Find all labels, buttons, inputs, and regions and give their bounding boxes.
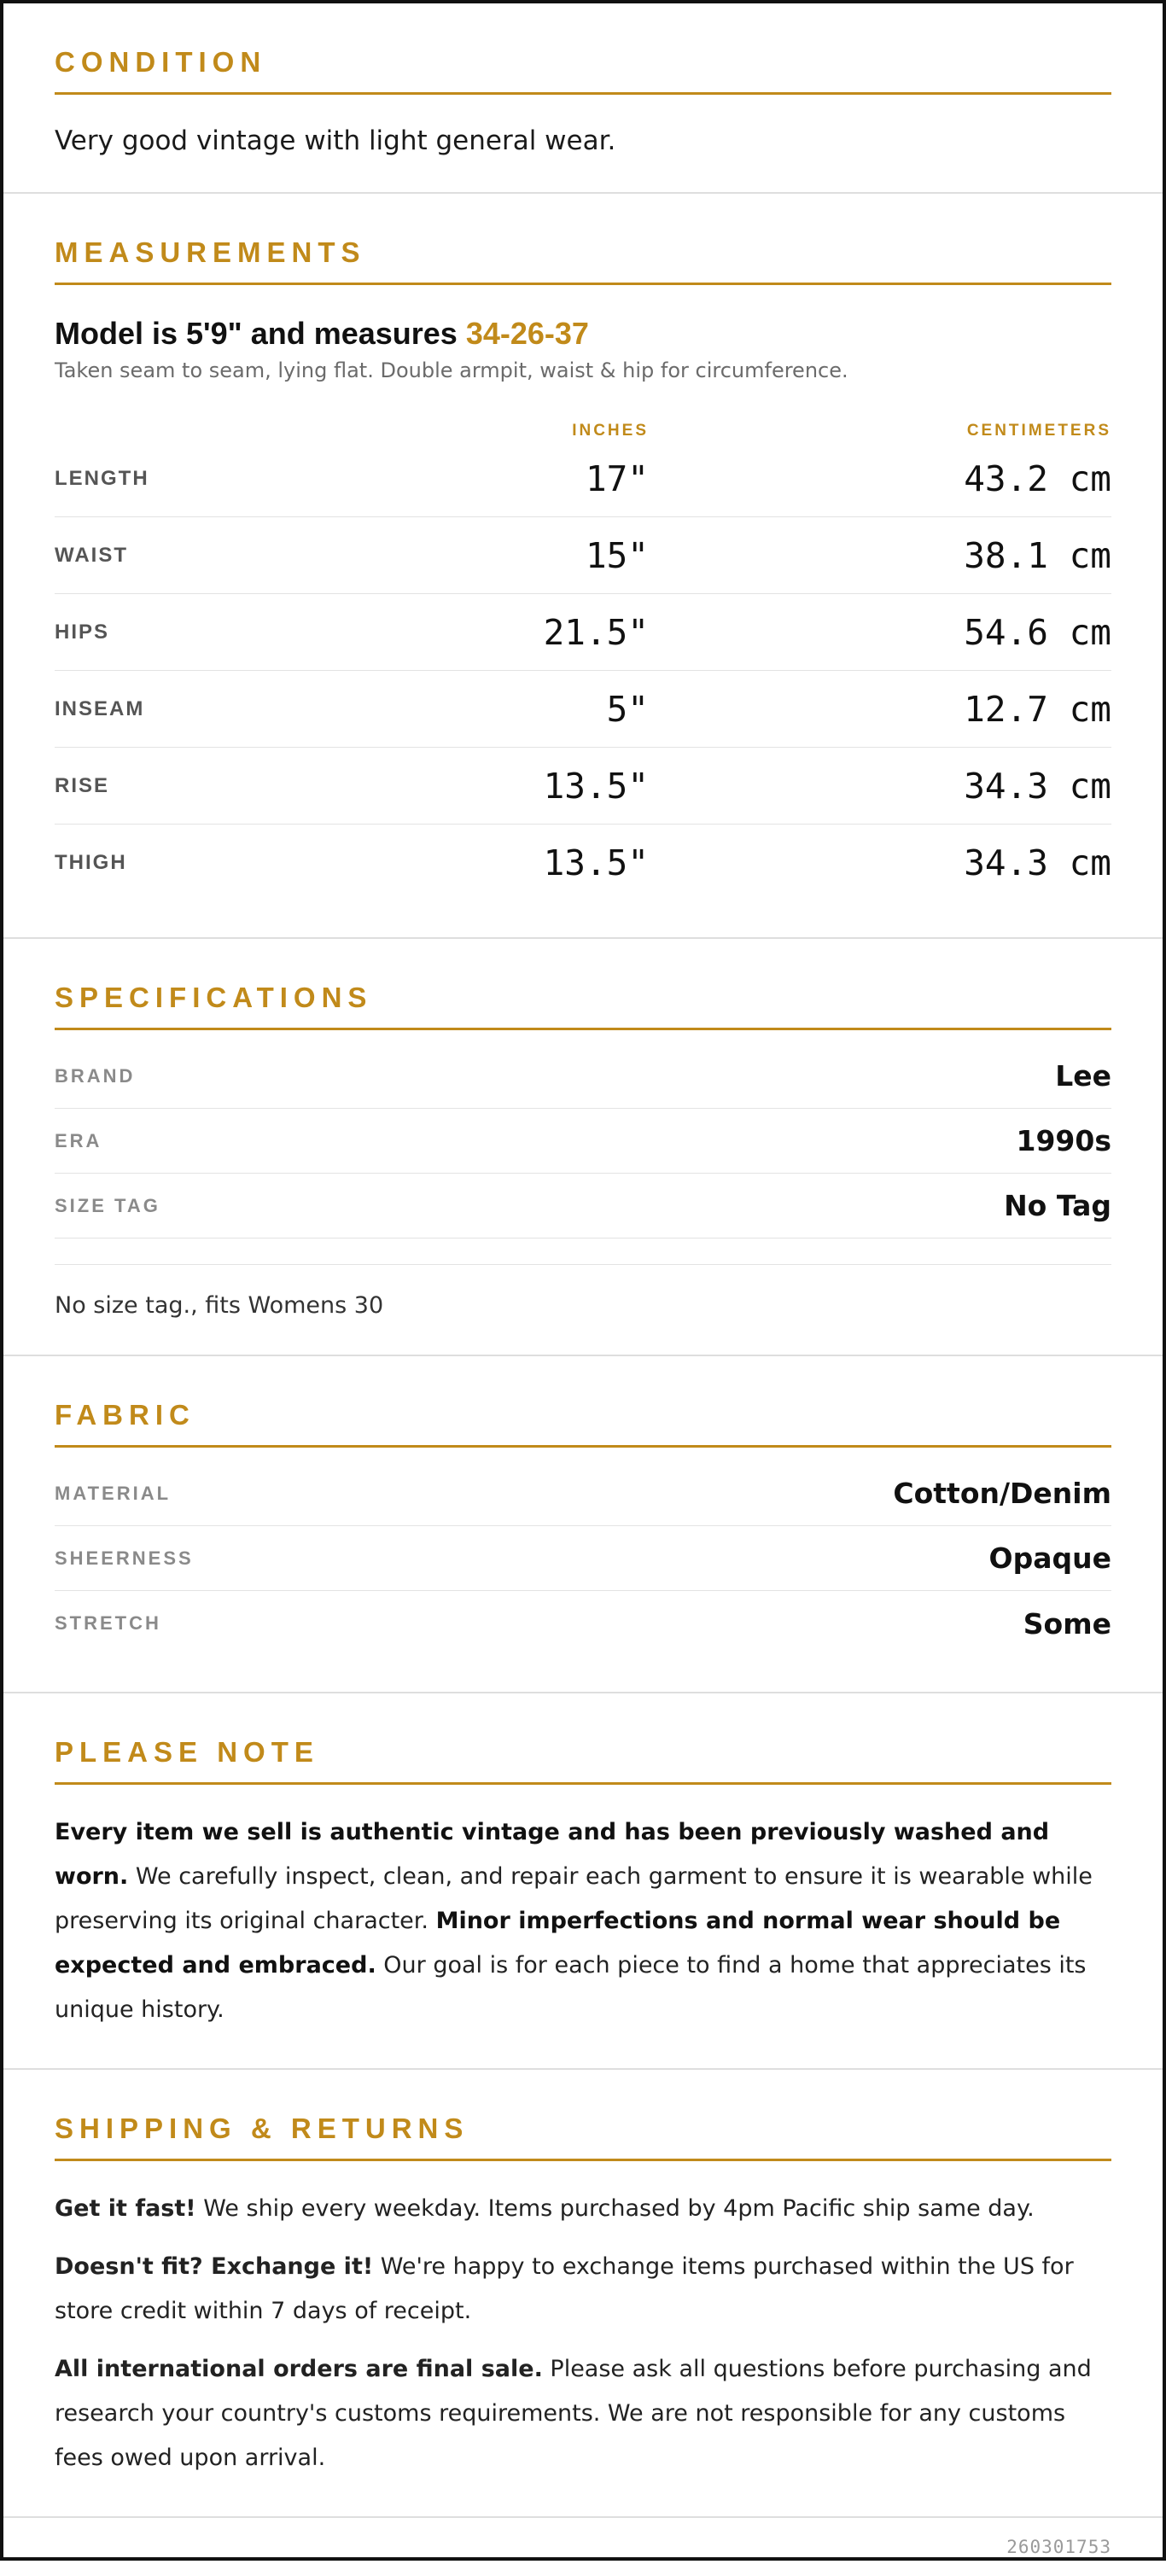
- measurement-inches: 13.5": [543, 842, 649, 883]
- measurement-row-thigh: [55, 825, 1111, 901]
- centimeters-column-header: CENTIMETERS: [966, 422, 1111, 440]
- measurement-inches: 13.5": [543, 765, 649, 807]
- fabric-heading: FABRIC: [55, 1399, 1111, 1448]
- shipping-text: We're happy to exchange items purchased within the US for store credit within 7 days of receipt.: [55, 2253, 1074, 2324]
- condition-text: Very good vintage with light general wear.: [55, 125, 616, 156]
- fabric-label: STRETCH: [55, 1612, 161, 1634]
- shipping-section: [3, 2070, 1163, 2518]
- measurements-heading: MEASUREMENTS: [55, 236, 1111, 285]
- measurements-section: [3, 194, 1163, 939]
- spec-value: No Tag: [1004, 1189, 1111, 1222]
- fabric-label: SHEERNESS: [55, 1547, 194, 1569]
- shipping-paragraph-exchange: [55, 2245, 1111, 2334]
- specifications-list: [55, 1044, 1111, 1238]
- condition-section: [3, 3, 1163, 194]
- measurement-cm: 38.1 cm: [964, 534, 1111, 576]
- fabric-row-material: [55, 1461, 1111, 1526]
- spec-label: ERA: [55, 1129, 102, 1151]
- product-code-footer: [3, 2518, 1163, 2576]
- measurement-table-header: [55, 406, 1111, 440]
- note-text-1: We carefully inspect, clean, and repair each garment to ensure it is wearable while preserving its original character.: [55, 1863, 1093, 1934]
- fabric-row-sheerness: [55, 1526, 1111, 1591]
- shipping-paragraph-fast: [55, 2187, 1111, 2231]
- measurement-label: RISE: [55, 773, 110, 797]
- measurement-cm: 54.6 cm: [964, 611, 1111, 653]
- fabric-section: [3, 1356, 1163, 1693]
- measurement-note: Taken seam to seam, lying flat. Double armpit, waist & hip for circumference.: [55, 358, 848, 382]
- fabric-row-stretch: [55, 1591, 1111, 1656]
- measurement-inches: 21.5": [543, 611, 649, 653]
- fabric-value: Opaque: [988, 1542, 1111, 1575]
- measurement-label: LENGTH: [55, 466, 149, 490]
- measurement-inches: 15": [585, 534, 649, 576]
- measurement-row-waist: [55, 517, 1111, 594]
- spec-value: Lee: [1055, 1059, 1111, 1093]
- please-note-paragraph: [55, 1810, 1111, 2032]
- condition-heading: CONDITION: [55, 46, 1111, 95]
- shipping-bold: Doesn't fit? Exchange it!: [55, 2253, 374, 2280]
- spec-row-era: [55, 1109, 1111, 1174]
- note-text-2: Our goal is for each piece to find a home that appreciates its unique history.: [55, 1952, 1087, 2023]
- shipping-text: Please ask all questions before purchasing and research your country's customs requirements. We are not responsible for any customs fees owed upon arrival.: [55, 2356, 1092, 2471]
- size-note: No size tag., fits Womens 30: [55, 1292, 384, 1319]
- model-measure-line: [55, 316, 1111, 352]
- fabric-list: [55, 1461, 1111, 1656]
- please-note-heading: PLEASE NOTE: [55, 1736, 1111, 1785]
- measurement-label: THIGH: [55, 851, 127, 874]
- measurement-cm: 43.2 cm: [964, 458, 1111, 499]
- measurement-cm: 34.3 cm: [964, 842, 1111, 883]
- spec-label: BRAND: [55, 1064, 136, 1087]
- shipping-bold: Get it fast!: [55, 2195, 196, 2222]
- fabric-value: Cotton/Denim: [893, 1477, 1111, 1510]
- fabric-value: Some: [1023, 1606, 1111, 1641]
- spec-divider: [55, 1264, 1111, 1265]
- shipping-bold: All international orders are final sale.: [55, 2356, 543, 2382]
- measurement-label: HIPS: [55, 620, 110, 644]
- spec-label: SIZE TAG: [55, 1194, 160, 1216]
- measurement-inches: 5": [606, 688, 649, 730]
- measurement-row-hips: [55, 594, 1111, 671]
- measurement-label: INSEAM: [55, 696, 145, 720]
- measurement-table: [55, 406, 1111, 901]
- measurement-cm: 34.3 cm: [964, 765, 1111, 807]
- spec-value: 1990s: [1016, 1124, 1111, 1157]
- fabric-label: MATERIAL: [55, 1482, 172, 1504]
- measurement-cm: 12.7 cm: [964, 688, 1111, 730]
- shipping-paragraph-international: [55, 2347, 1111, 2480]
- product-code: 260301753: [1006, 2537, 1111, 2557]
- note-bold-2: Minor imperfections and normal wear should be expected and embraced.: [55, 1908, 1061, 1979]
- inches-column-header: INCHES: [572, 422, 649, 440]
- model-measure-value: 34-26-37: [465, 316, 589, 351]
- shipping-text: We ship every weekday. Items purchased by 4pm Pacific ship same day.: [195, 2195, 1035, 2222]
- please-note-section: [3, 1693, 1163, 2070]
- measurement-row-inseam: [55, 671, 1111, 748]
- measurement-inches: 17": [585, 458, 649, 499]
- specifications-section: [3, 939, 1163, 1356]
- measurement-label: WAIST: [55, 543, 128, 567]
- spec-row-size-tag: [55, 1174, 1111, 1238]
- note-bold-1: Every item we sell is authentic vintage and has been previously washed and worn.: [55, 1819, 1050, 1890]
- shipping-heading: SHIPPING & RETURNS: [55, 2113, 1111, 2161]
- spec-row-brand: [55, 1044, 1111, 1109]
- measurement-row-rise: [55, 748, 1111, 825]
- model-measure-prefix: Model is 5'9" and measures: [55, 316, 466, 351]
- specifications-heading: SPECIFICATIONS: [55, 982, 1111, 1030]
- measurement-row-length: [55, 440, 1111, 517]
